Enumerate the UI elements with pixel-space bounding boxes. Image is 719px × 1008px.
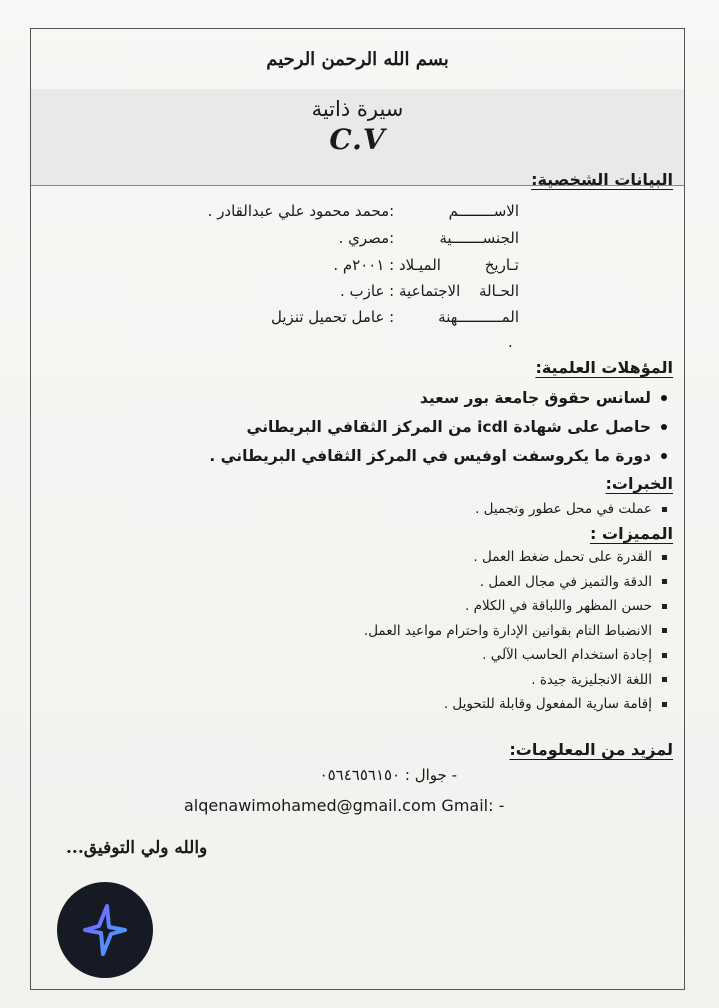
bullet-square-icon — [662, 702, 667, 707]
bullet-square-icon — [662, 677, 667, 682]
qualifications-heading: المؤهلات العلمية: — [535, 358, 673, 377]
qualification-text: حاصل على شهادة icdl من المركز الثقافي البريطاني — [246, 417, 651, 436]
bullet-square-icon — [662, 579, 667, 584]
features-heading: المميزات : — [590, 524, 673, 543]
profession-value: : عامل تحميل تنزيل — [271, 308, 395, 326]
list-item — [67, 497, 667, 522]
marital-label: الحـالة الاجتماعية — [399, 282, 519, 300]
contact-heading: لمزيد من المعلومات: — [509, 740, 673, 759]
experience-heading: الخبرات: — [605, 474, 673, 493]
qualifications-list — [67, 383, 667, 470]
bullet-dot-icon — [661, 395, 667, 401]
personal-row-profession — [271, 308, 519, 326]
bullet-square-icon — [662, 653, 667, 658]
birthdate-value: : ٢٠٠١م . — [333, 256, 395, 274]
phone-line: - جوال : ٠٥٦٤٦٥٦١٥٠ — [319, 766, 457, 784]
bullet-square-icon — [662, 555, 667, 560]
trailing-dot: . — [508, 333, 513, 351]
bullet-square-icon — [662, 628, 667, 633]
list-item — [67, 594, 667, 619]
list-item — [67, 643, 667, 668]
qualification-text: دورة ما يكروسفت اوفيس في المركز الثقافي البريطاني . — [209, 446, 651, 465]
name-label: الاســــــــم — [448, 202, 519, 220]
list-item — [67, 619, 667, 644]
bullet-dot-icon — [661, 453, 667, 459]
list-item — [67, 412, 667, 441]
basmala: بسم الله الرحمن الرحيم — [266, 48, 449, 70]
experience-list — [67, 497, 667, 522]
gmail-address[interactable]: alqenawimohamed@gmail.com — [184, 796, 437, 815]
feature-text: إقامة سارية المفعول وقابلة للتحويل . — [443, 696, 652, 713]
feature-text: حسن المظهر واللباقة في الكلام . — [465, 598, 652, 615]
experience-text: عملت في محل عطور وتجميل . — [475, 501, 652, 518]
app-logo[interactable] — [57, 882, 153, 978]
list-item — [67, 668, 667, 693]
feature-text: الانضباط التام بقوانين الإدارة واحترام مواعيد العمل. — [363, 622, 652, 639]
personal-heading: البيانات الشخصية: — [531, 170, 673, 189]
list-item — [67, 545, 667, 570]
list-item — [67, 692, 667, 717]
qualification-text: لسانس حقوق جامعة بور سعيد — [419, 388, 651, 407]
closing-phrase: والله ولي التوفيق... — [66, 838, 208, 858]
personal-row-marital — [340, 282, 519, 300]
name-value: :محمد محمود علي عبدالقادر . — [207, 202, 395, 220]
feature-text: القدرة على تحمل ضغط العمل . — [473, 549, 652, 566]
gmail-label: - :Gmail — [441, 796, 505, 815]
bullet-square-icon — [662, 604, 667, 609]
nationality-label: الجنســـــــية — [439, 229, 519, 247]
bullet-dot-icon — [661, 424, 667, 430]
feature-text: الدقة والتميز في مجال العمل . — [479, 573, 652, 590]
list-item — [67, 570, 667, 595]
nationality-value: :مصري . — [338, 229, 395, 247]
profession-label: المــــــــــهنة — [438, 308, 519, 326]
basmala-box — [31, 29, 684, 90]
features-list — [67, 545, 667, 717]
marital-value: : عازب . — [339, 282, 395, 300]
personal-row-name — [208, 202, 519, 220]
personal-row-nationality — [339, 229, 519, 247]
feature-text: إجادة استخدام الحاسب الآلي . — [482, 647, 652, 664]
title-cv: C.V — [329, 123, 386, 156]
list-item — [67, 383, 667, 412]
feature-text: اللغة الانجليزية جيدة . — [531, 671, 652, 688]
sparkle-icon — [77, 902, 133, 958]
gmail-line — [184, 796, 504, 815]
title-arabic: سيرة ذاتية — [311, 97, 404, 121]
personal-row-birthdate — [333, 256, 519, 274]
birthdate-label: تـاريخ الميـلاد — [399, 256, 519, 274]
bullet-square-icon — [662, 507, 667, 512]
list-item — [67, 441, 667, 470]
